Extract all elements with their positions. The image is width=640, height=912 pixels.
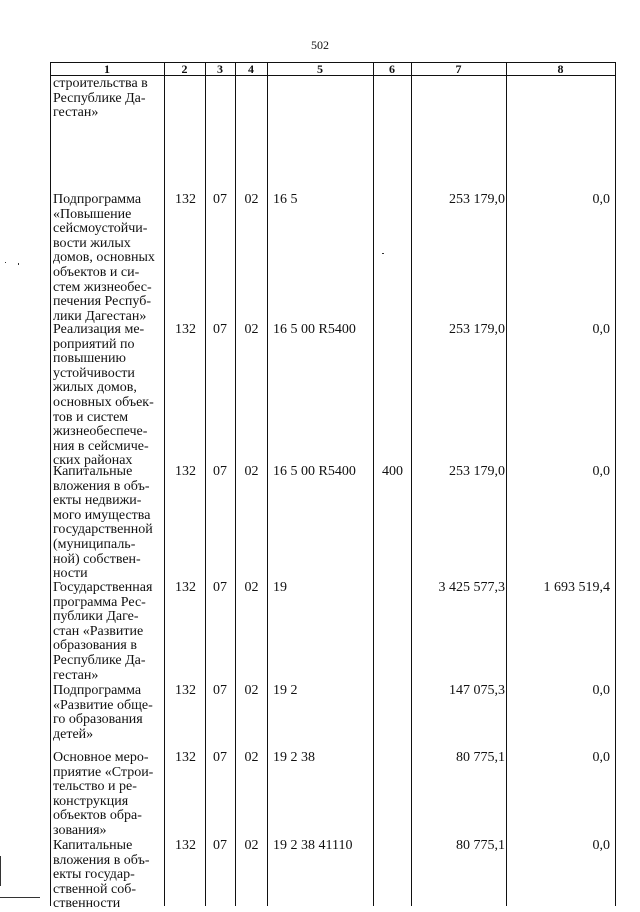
description-line: тельство и ре- — [53, 779, 137, 795]
description-line: Капитальные — [53, 464, 133, 479]
amount-2021: 0,0 — [592, 838, 610, 853]
column-divider — [50, 63, 51, 906]
column-header-6: 6 — [389, 62, 395, 76]
row-description — [53, 77, 163, 121]
description-line: стан «Развитие — [53, 623, 144, 639]
description-line: гестан» — [53, 105, 99, 121]
description-line: Подпрограмма — [53, 683, 142, 698]
description-line: екты государ- — [53, 867, 135, 883]
description-line: мого имущества — [53, 507, 151, 523]
description-line: тов и систем — [53, 409, 129, 425]
amount-2020: 253 179,0 — [449, 192, 505, 207]
description-line: «Развитие обще- — [53, 697, 153, 713]
column-header-5: 5 — [317, 62, 323, 76]
column-header-7: 7 — [455, 62, 462, 76]
amount-2020: 253 179,0 — [449, 322, 505, 337]
ministry-code: 132 — [175, 464, 196, 479]
amount-2020: 80 775,1 — [456, 838, 505, 853]
amount-2021: 0,0 — [592, 322, 610, 337]
description-line: конструкция — [53, 793, 129, 809]
description-line: зования» — [53, 822, 107, 838]
description-line: ских районах — [53, 453, 133, 469]
description-line: Республике Да- — [53, 90, 146, 106]
target-article-code: 19 — [273, 580, 287, 595]
target-article-code: 19 2 38 41110 — [273, 838, 353, 853]
column-divider — [411, 63, 412, 906]
description-line: Государственная — [53, 580, 153, 595]
section-code: 07 — [213, 838, 227, 853]
description-line: публики Даге- — [53, 609, 139, 625]
column-divider — [506, 63, 507, 906]
subsection-code: 02 — [244, 464, 259, 479]
description-line: жизнеобеспече- — [53, 424, 148, 440]
description-line: государственной — [53, 522, 153, 538]
row-description — [53, 465, 163, 582]
row-description — [53, 193, 163, 324]
scan-speck — [382, 253, 384, 254]
description-line: программа Рес- — [53, 594, 146, 610]
description-line: ственности — [53, 896, 121, 912]
description-line: «Повышение — [53, 206, 132, 222]
column-divider — [267, 63, 268, 906]
section-code: 07 — [213, 683, 227, 698]
subsection-code: 02 — [244, 838, 259, 853]
description-line: жилых домов, — [53, 380, 137, 396]
subsection-code: 02 — [244, 192, 259, 207]
row-description — [53, 684, 163, 742]
description-line: печения Респуб- — [53, 294, 152, 310]
expense-type-code: 400 — [382, 464, 403, 479]
description-line: ной) собствен- — [53, 551, 141, 567]
scan-speck — [18, 263, 19, 265]
description-line: Реализация ме- — [53, 322, 145, 337]
column-header-8: 8 — [557, 62, 564, 76]
description-line: ния в сейсмиче- — [53, 438, 149, 454]
description-line: (муниципаль- — [53, 536, 136, 552]
description-line: основных объек- — [53, 394, 154, 410]
description-line: ственной соб- — [53, 881, 137, 897]
column-header-4: 4 — [248, 62, 254, 76]
amount-2020: 253 179,0 — [449, 464, 505, 479]
target-article-code: 16 5 — [273, 192, 298, 207]
amount-2021: 1 693 519,4 — [543, 580, 610, 595]
column-divider — [615, 63, 616, 906]
ministry-code: 132 — [175, 750, 196, 765]
column-header-2: 2 — [181, 62, 188, 76]
description-line: сейсмоустойчи- — [53, 221, 148, 237]
description-line: образования в — [53, 638, 137, 654]
target-article-code: 19 2 — [273, 683, 298, 698]
subsection-code: 02 — [244, 750, 259, 765]
description-line: вости жилых — [53, 235, 131, 251]
amount-2021: 0,0 — [592, 683, 610, 698]
description-line: объектов и си- — [53, 264, 140, 280]
target-article-code: 16 5 00 R5400 — [273, 464, 356, 479]
description-line: лики Дагестан» — [53, 308, 147, 324]
section-code: 07 — [213, 464, 227, 479]
budget-table — [50, 62, 616, 912]
ministry-code: 132 — [175, 683, 196, 698]
row-description — [53, 581, 163, 683]
column-header-1: 1 — [104, 62, 110, 76]
description-line: Капитальные — [53, 838, 133, 853]
row-description — [53, 839, 163, 912]
subsection-code: 02 — [244, 322, 259, 337]
amount-2021: 0,0 — [592, 192, 610, 207]
section-code: 07 — [213, 750, 227, 765]
section-code: 07 — [213, 192, 227, 207]
scan-edge — [0, 856, 1, 886]
description-line: строительства в — [53, 76, 148, 91]
description-line: объектов обра- — [53, 808, 142, 824]
description-line: Основное меро- — [53, 750, 149, 765]
scan-speck — [5, 262, 6, 263]
description-line: Подпрограмма — [53, 192, 142, 207]
description-line: екты недвижи- — [53, 493, 142, 509]
description-line: приятие «Строи- — [53, 764, 154, 780]
column-divider — [235, 63, 236, 906]
description-line: го образования — [53, 712, 143, 728]
row-description — [53, 751, 163, 839]
ministry-code: 132 — [175, 322, 196, 337]
target-article-code: 19 2 38 — [273, 750, 315, 765]
row-description — [53, 323, 163, 469]
description-line: повышению — [53, 351, 126, 367]
description-line: гестан» — [53, 667, 99, 683]
column-divider — [373, 63, 374, 906]
description-line: домов, основных — [53, 250, 155, 266]
description-line: ности — [53, 566, 88, 582]
amount-2020: 80 775,1 — [456, 750, 505, 765]
amount-2020: 147 075,3 — [449, 683, 505, 698]
subsection-code: 02 — [244, 580, 259, 595]
description-line: детей» — [53, 726, 94, 742]
description-line: Республике Да- — [53, 652, 146, 668]
target-article-code: 16 5 00 R5400 — [273, 322, 356, 337]
amount-2021: 0,0 — [592, 750, 610, 765]
ministry-code: 132 — [175, 838, 196, 853]
subsection-code: 02 — [244, 683, 259, 698]
ministry-code: 132 — [175, 192, 196, 207]
column-header-3: 3 — [217, 62, 223, 76]
amount-2020: 3 425 577,3 — [438, 580, 505, 595]
column-divider — [164, 63, 165, 906]
description-line: вложения в объ- — [53, 852, 150, 868]
column-divider — [205, 63, 206, 906]
description-line: устойчивости — [53, 365, 135, 381]
section-code: 07 — [213, 580, 227, 595]
scan-edge — [0, 897, 40, 898]
page-number: 502 — [311, 38, 329, 52]
description-line: вложения в объ- — [53, 478, 150, 494]
description-line: роприятий по — [53, 336, 135, 352]
description-line: стем жизнеобес- — [53, 279, 152, 295]
ministry-code: 132 — [175, 580, 196, 595]
amount-2021: 0,0 — [592, 464, 610, 479]
section-code: 07 — [213, 322, 227, 337]
